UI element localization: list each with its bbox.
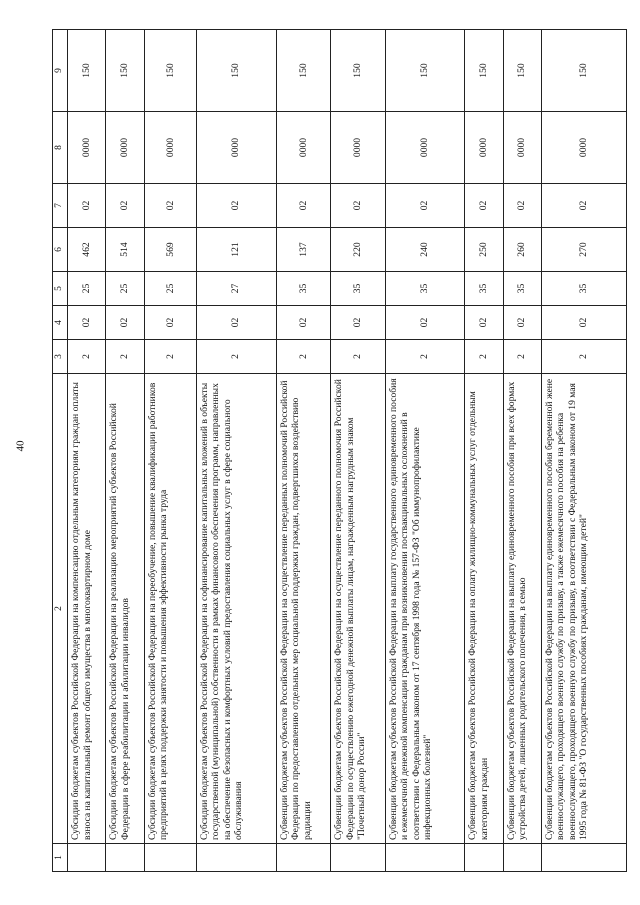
table-row — [541, 30, 626, 872]
table-row — [465, 30, 503, 872]
row-code-cell — [385, 844, 465, 872]
table-row — [385, 30, 465, 872]
row-description: Субсидии бюджетам субъектов Российской Федерации на софинансирование капитальных вложений в объекты государственной (муниципальной) собственности в рамках финансового обеспечения программ, направленных на обеспечение безопасных и комфортных условий предоставления социальных услуг в сфере социального обслуживания — [196, 374, 276, 844]
code-cell-c4: 02 — [465, 306, 503, 340]
code-cell-c8: 0000 — [196, 112, 276, 184]
code-cell-c5: 25 — [68, 272, 106, 306]
column-header: 8 — [53, 112, 68, 184]
column-header: 7 — [53, 184, 68, 228]
code-cell-c5: 35 — [276, 272, 331, 306]
code-cell-c6: 121 — [196, 228, 276, 272]
code-cell-c5: 27 — [196, 272, 276, 306]
code-cell-c3: 2 — [541, 340, 626, 374]
code-cell-c3: 2 — [68, 340, 106, 374]
row-code-cell — [144, 844, 196, 872]
row-description: Субвенции бюджетам субъектов Российской Федерации на выплату единовременного пособия при всех формах устройства детей, лишенных родительского попечения, в семью — [503, 374, 541, 844]
code-cell-c4: 02 — [196, 306, 276, 340]
row-code-cell — [465, 844, 503, 872]
code-cell-c3: 2 — [331, 340, 385, 374]
code-cell-c9: 150 — [144, 30, 196, 112]
code-cell-c3: 2 — [503, 340, 541, 374]
code-cell-c7: 02 — [196, 184, 276, 228]
code-cell-c5: 35 — [385, 272, 465, 306]
code-cell-c3: 2 — [385, 340, 465, 374]
code-cell-c7: 02 — [144, 184, 196, 228]
row-description: Субвенции бюджетам субъектов Российской Федерации на оплату жилищно-коммунальных услуг отдельным категориям граждан — [465, 374, 503, 844]
budget-table-rotated — [52, 30, 627, 872]
row-description: Субвенции бюджетам субъектов Российской Федерации на осуществление переданного полномочия Российской Федерации по осуществлению ежегодной денежной выплаты лицам, награжденным нагрудным знаком "Почетный донор России" — [331, 374, 385, 844]
code-cell-c5: 35 — [503, 272, 541, 306]
code-cell-c9: 150 — [503, 30, 541, 112]
code-cell-c7: 02 — [68, 184, 106, 228]
row-description: Субсидии бюджетам субъектов Российской Федерации на реализацию мероприятий субъектов Российской Федерации в сфере реабилитации и абилитации инвалидов — [106, 374, 144, 844]
table-row — [106, 30, 144, 872]
row-description: Субвенции бюджетам субъектов Российской Федерации на осуществление переданных полномочий Российской Федерации по предоставлению отдельных мер социальной поддержки граждан, подвергшихся воздействию радиации — [276, 374, 331, 844]
code-cell-c6: 569 — [144, 228, 196, 272]
code-cell-c9: 150 — [465, 30, 503, 112]
table-row — [68, 30, 106, 872]
code-cell-c9: 150 — [196, 30, 276, 112]
code-cell-c5: 35 — [541, 272, 626, 306]
code-cell-c7: 02 — [541, 184, 626, 228]
column-header: 4 — [53, 306, 68, 340]
column-header: 2 — [53, 374, 68, 844]
row-code-cell — [196, 844, 276, 872]
row-code-cell — [106, 844, 144, 872]
code-cell-c8: 0000 — [106, 112, 144, 184]
code-cell-c4: 02 — [276, 306, 331, 340]
code-cell-c7: 02 — [465, 184, 503, 228]
row-description: Субвенции бюджетам субъектов Российской Федерации на выплату государственного единовременного пособия и ежемесячной денежной компенсации гражданам при возникновении поствакцинальных осложнений в соответствии с Федеральным законом от 17 сентября 1998 года № 157-ФЗ "Об иммунопрофилактике инфекционных болезней" — [385, 374, 465, 844]
code-cell-c6: 240 — [385, 228, 465, 272]
page-number: 40 — [14, 440, 26, 452]
code-cell-c8: 0000 — [331, 112, 385, 184]
code-cell-c9: 150 — [68, 30, 106, 112]
column-header: 6 — [53, 228, 68, 272]
code-cell-c6: 220 — [331, 228, 385, 272]
budget-classification-table — [52, 29, 627, 872]
row-description: Субсидии бюджетам субъектов Российской Федерации на переобучение, повышение квалификации работников предприятий в целях поддержки занятости и повышения эффективности рынка труда — [144, 374, 196, 844]
code-cell-c6: 270 — [541, 228, 626, 272]
code-cell-c7: 02 — [385, 184, 465, 228]
code-cell-c6: 250 — [465, 228, 503, 272]
code-cell-c3: 2 — [276, 340, 331, 374]
code-cell-c6: 462 — [68, 228, 106, 272]
row-code-cell — [276, 844, 331, 872]
row-code-cell — [331, 844, 385, 872]
code-cell-c8: 0000 — [541, 112, 626, 184]
code-cell-c9: 150 — [541, 30, 626, 112]
code-cell-c3: 2 — [106, 340, 144, 374]
column-header: 3 — [53, 340, 68, 374]
header-row — [53, 30, 68, 872]
code-cell-c5: 25 — [106, 272, 144, 306]
code-cell-c4: 02 — [541, 306, 626, 340]
code-cell-c4: 02 — [106, 306, 144, 340]
code-cell-c5: 25 — [144, 272, 196, 306]
code-cell-c6: 137 — [276, 228, 331, 272]
code-cell-c6: 260 — [503, 228, 541, 272]
code-cell-c4: 02 — [385, 306, 465, 340]
row-code-cell — [541, 844, 626, 872]
table-row — [144, 30, 196, 872]
code-cell-c8: 0000 — [465, 112, 503, 184]
code-cell-c5: 35 — [331, 272, 385, 306]
code-cell-c4: 02 — [68, 306, 106, 340]
code-cell-c7: 02 — [276, 184, 331, 228]
code-cell-c7: 02 — [503, 184, 541, 228]
code-cell-c7: 02 — [331, 184, 385, 228]
code-cell-c8: 0000 — [144, 112, 196, 184]
code-cell-c7: 02 — [106, 184, 144, 228]
code-cell-c9: 150 — [331, 30, 385, 112]
row-description: Субсидии бюджетам субъектов Российской Федерации на компенсацию отдельным категориям граждан оплаты взноса на капитальный ремонт общего имущества в многоквартирном доме — [68, 374, 106, 844]
row-description: Субвенции бюджетам субъектов Российской Федерации на выплату единовременного пособия беременной жене военнослужащего, проходящего военную службу по призыву, а также ежемесячного пособия на ребенка военнослужащего, проходящего военную службу по призыву, в соответствии с Федеральным законом от 19 мая 1995 года № 81-ФЗ "О государственных пособиях гражданам, имеющим детей" — [541, 374, 626, 844]
code-cell-c3: 2 — [196, 340, 276, 374]
code-cell-c3: 2 — [144, 340, 196, 374]
code-cell-c8: 0000 — [503, 112, 541, 184]
code-cell-c4: 02 — [144, 306, 196, 340]
code-cell-c8: 0000 — [385, 112, 465, 184]
column-header: 9 — [53, 30, 68, 112]
code-cell-c9: 150 — [276, 30, 331, 112]
code-cell-c8: 0000 — [68, 112, 106, 184]
code-cell-c4: 02 — [503, 306, 541, 340]
code-cell-c4: 02 — [331, 306, 385, 340]
column-header: 5 — [53, 272, 68, 306]
row-code-cell — [503, 844, 541, 872]
row-code-cell — [68, 844, 106, 872]
table-row — [331, 30, 385, 872]
code-cell-c9: 150 — [106, 30, 144, 112]
code-cell-c6: 514 — [106, 228, 144, 272]
code-cell-c8: 0000 — [276, 112, 331, 184]
code-cell-c9: 150 — [385, 30, 465, 112]
table-row — [503, 30, 541, 872]
table-row — [276, 30, 331, 872]
column-header: 1 — [53, 844, 68, 872]
code-cell-c5: 35 — [465, 272, 503, 306]
code-cell-c3: 2 — [465, 340, 503, 374]
table-row — [196, 30, 276, 872]
